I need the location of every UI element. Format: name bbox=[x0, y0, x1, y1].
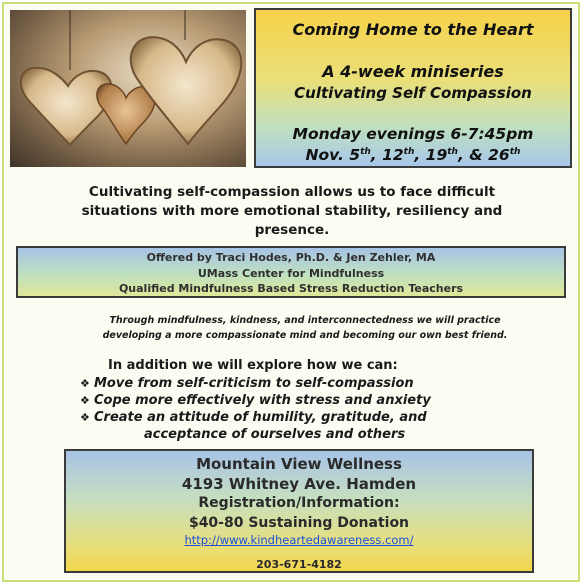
date-4: , & 26 bbox=[457, 146, 510, 164]
series-line-1: A 4-week miniseries bbox=[322, 62, 504, 81]
title-box bbox=[254, 8, 572, 168]
website-link[interactable]: http://www.kindheartedawareness.com/ bbox=[184, 533, 414, 547]
bullet-diamond-icon: ❖ bbox=[80, 394, 90, 407]
venue-box bbox=[64, 449, 534, 573]
teachers-box bbox=[16, 246, 566, 298]
list-item bbox=[80, 409, 540, 426]
event-title: Coming Home to the Heart bbox=[292, 20, 534, 39]
date-2-suffix: th bbox=[403, 146, 415, 157]
intro-line-2: situations with more emotional stability, resiliency and bbox=[81, 203, 503, 219]
date-3: , 19 bbox=[414, 146, 448, 164]
venue-address: 4193 Whitney Ave. Hamden bbox=[181, 475, 417, 493]
donation-info: $40-80 Sustaining Donation bbox=[188, 515, 410, 531]
practice-paragraph bbox=[40, 313, 570, 343]
wooden-hearts-image bbox=[10, 10, 246, 167]
list-item bbox=[80, 375, 540, 392]
series-line-2: Cultivating Self Compassion bbox=[294, 84, 532, 102]
intro-line-3: presence. bbox=[254, 222, 330, 238]
list-item-continuation bbox=[80, 426, 540, 443]
practice-line-2: developing a more compassionate mind and becoming our own best friend. bbox=[102, 330, 508, 341]
practice-line-1: Through mindfulness, kindness, and interconnectedness we will practice bbox=[109, 315, 501, 326]
list-item-text: Cope more effectively with stress and anxiety bbox=[94, 393, 431, 408]
date-3-suffix: th bbox=[447, 146, 458, 157]
phone-number: 203-671-4182 bbox=[256, 558, 342, 571]
dates bbox=[256, 146, 570, 164]
date-4-suffix: th bbox=[509, 146, 521, 157]
website-row bbox=[66, 533, 532, 547]
organization-line: UMass Center for Mindfulness bbox=[197, 266, 385, 280]
bullet-diamond-icon: ❖ bbox=[80, 377, 90, 390]
list-item bbox=[80, 392, 540, 409]
teachers-line: Offered by Traci Hodes, Ph.D. & Jen Zehler, MA bbox=[146, 251, 436, 264]
date-1: Nov. 5 bbox=[305, 146, 361, 164]
list-item-text: acceptance of ourselves and others bbox=[144, 427, 406, 442]
qualification-line: Qualified Mindfulness Based Stress Reduction Teachers bbox=[118, 282, 464, 295]
list-item-text: Move from self-criticism to self-compassion bbox=[94, 376, 414, 391]
registration-label: Registration/Information: bbox=[198, 495, 400, 511]
intro-line-1: Cultivating self-compassion allows us to face difficult bbox=[88, 184, 496, 200]
date-1-suffix: th bbox=[360, 146, 371, 157]
hearts-photo bbox=[10, 10, 246, 167]
bullet-diamond-icon: ❖ bbox=[80, 411, 90, 424]
intro-paragraph bbox=[40, 183, 544, 240]
venue-name: Mountain View Wellness bbox=[196, 455, 402, 473]
explore-list bbox=[80, 375, 540, 443]
explore-heading: In addition we will explore how we can: bbox=[108, 358, 398, 373]
list-item-text: Create an attitude of humility, gratitude, and bbox=[94, 410, 427, 425]
date-2: , 12 bbox=[370, 146, 404, 164]
schedule: Monday evenings 6-7:45pm bbox=[292, 125, 534, 143]
